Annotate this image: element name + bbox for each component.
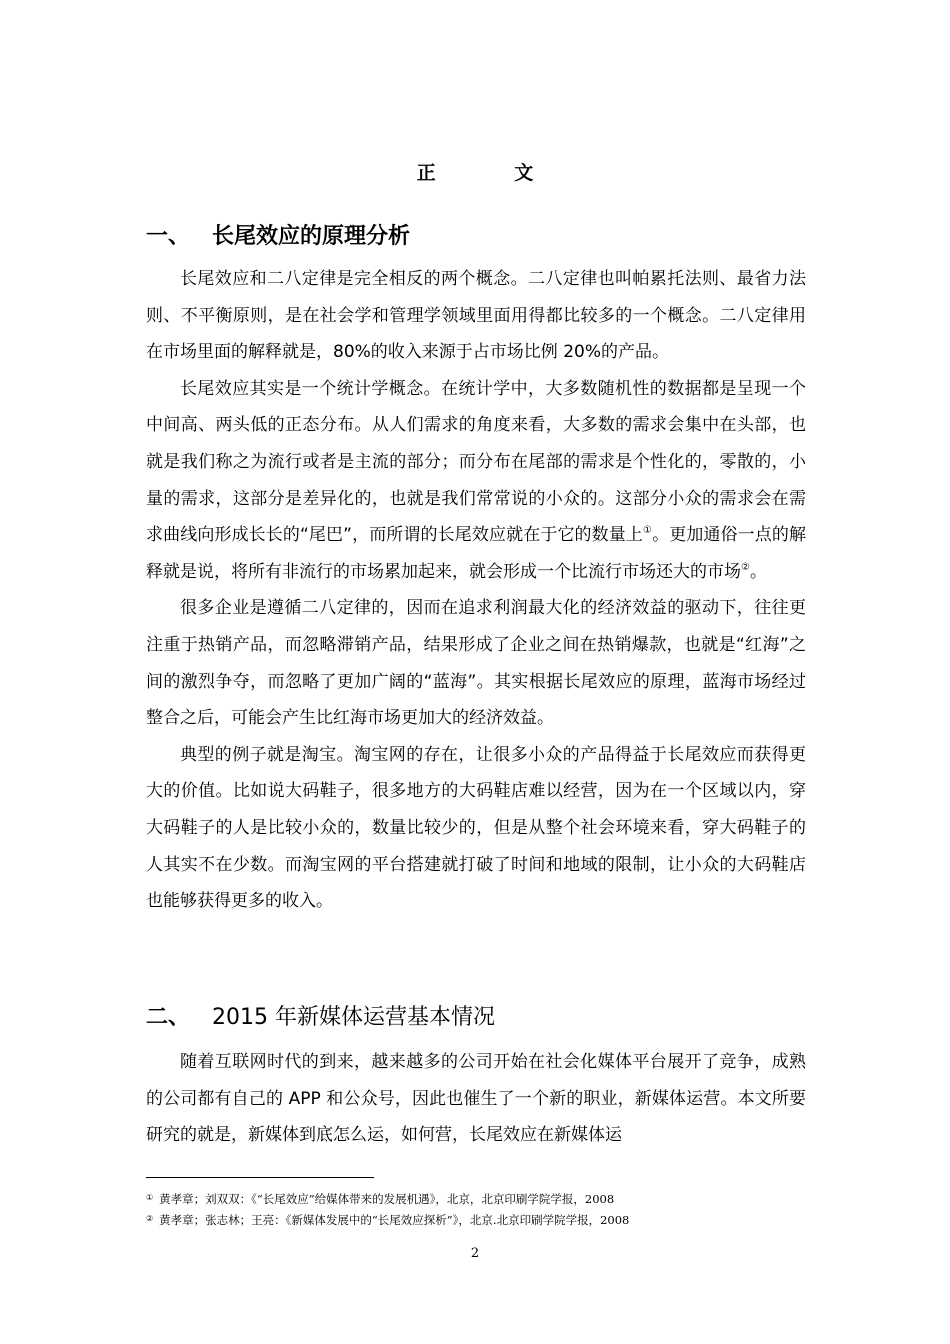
section-2-heading [146,1000,495,1031]
footnote-ref-1[interactable]: ① [643,525,653,537]
section-2-body [146,1044,806,1154]
page-title: 正 文 [416,162,570,184]
paragraph: 长尾效应其实是一个统计学概念。在统计学中，大多数随机性的数据都是呈现一个中间高、两头低的正态分布。从人们需求的角度来看，大多数的需求会集中在头部，也就是我们称之为流行或者是主流的部分；而分布在尾部的需求是个性化的，零散的，小量的需求，这部分是差异化的，也就是我们常常说的小众的。这部分小众的需求会在需求曲线向形成长长的“尾巴”，而所谓的长尾效应就在于它的数量上①。更加通俗一点的解释就是说，将所有非流行的市场累加起来，就会形成一个比流行市场还大的市场②。 [146,378,806,582]
section-2-number: 二、 [146,1005,191,1030]
section-2-title: 2015 年新媒体运营基本情况 [212,1005,495,1030]
footnote-ref-2[interactable]: ② [741,561,750,573]
page-number: 2 [470,1246,480,1261]
footnote-2: ② 黄孝章；张志林；王亮：《新媒体发展中的“长尾效应探析”》，北京.北京印刷学院学报，2008 [146,1213,630,1227]
paragraph: 很多企业是遵循二八定律的，因而在追求利润最大化的经济效益的驱动下，往往更注重于热销产品，而忽略滞销产品，结果形成了企业之间在热销爆款，也就是“红海”之间的激烈争夺，而忽略了更加广阔的“蓝海”。其实根据长尾效应的原理，蓝海市场经过整合之后，可能会产生比红海市场更加大的经济效益。 [146,598,806,729]
paragraph: 随着互联网时代的到来，越来越多的公司开始在社会化媒体平台展开了竞争，成熟的公司都有自己的 APP 和公众号，因此也催生了一个新的职业，新媒体运营。本文所要研究的就是，新媒体到底怎么运，如何营，长尾效应在新媒体运 [146,1052,806,1146]
footnote-divider [146,1177,374,1178]
paragraph: 典型的例子就是淘宝。淘宝网的存在，让很多小众的产品得益于长尾效应而获得更大的价值。比如说大码鞋子，很多地方的大码鞋店难以经营，因为在一个区域以内，穿大码鞋子的人是比较小众的，数量比较少的，但是从整个社会环境来看，穿大码鞋子的人其实不在少数。而淘宝网的平台搭建就打破了时间和地域的限制，让小众的大码鞋店也能够获得更多的收入。 [146,744,806,912]
section-1-number: 一、 [146,224,191,249]
section-1-title: 长尾效应的原理分析 [212,224,411,249]
footnotes [146,1188,846,1230]
section-1-heading [146,219,410,250]
footnote-1: ① 黄孝章；刘双双：《“长尾效应”给媒体带来的发展机遇》，北京，北京印刷学院学报，2008 [146,1192,615,1206]
section-1-body [146,261,806,920]
paragraph: 长尾效应和二八定律是完全相反的两个概念。二八定律也叫帕累托法则、最省力法则、不平衡原则，是在社会学和管理学领域里面用得都比较多的一个概念。二八定律用在市场里面的解释就是，80%的收入来源于占市场比例 20%的产品。 [146,269,806,363]
